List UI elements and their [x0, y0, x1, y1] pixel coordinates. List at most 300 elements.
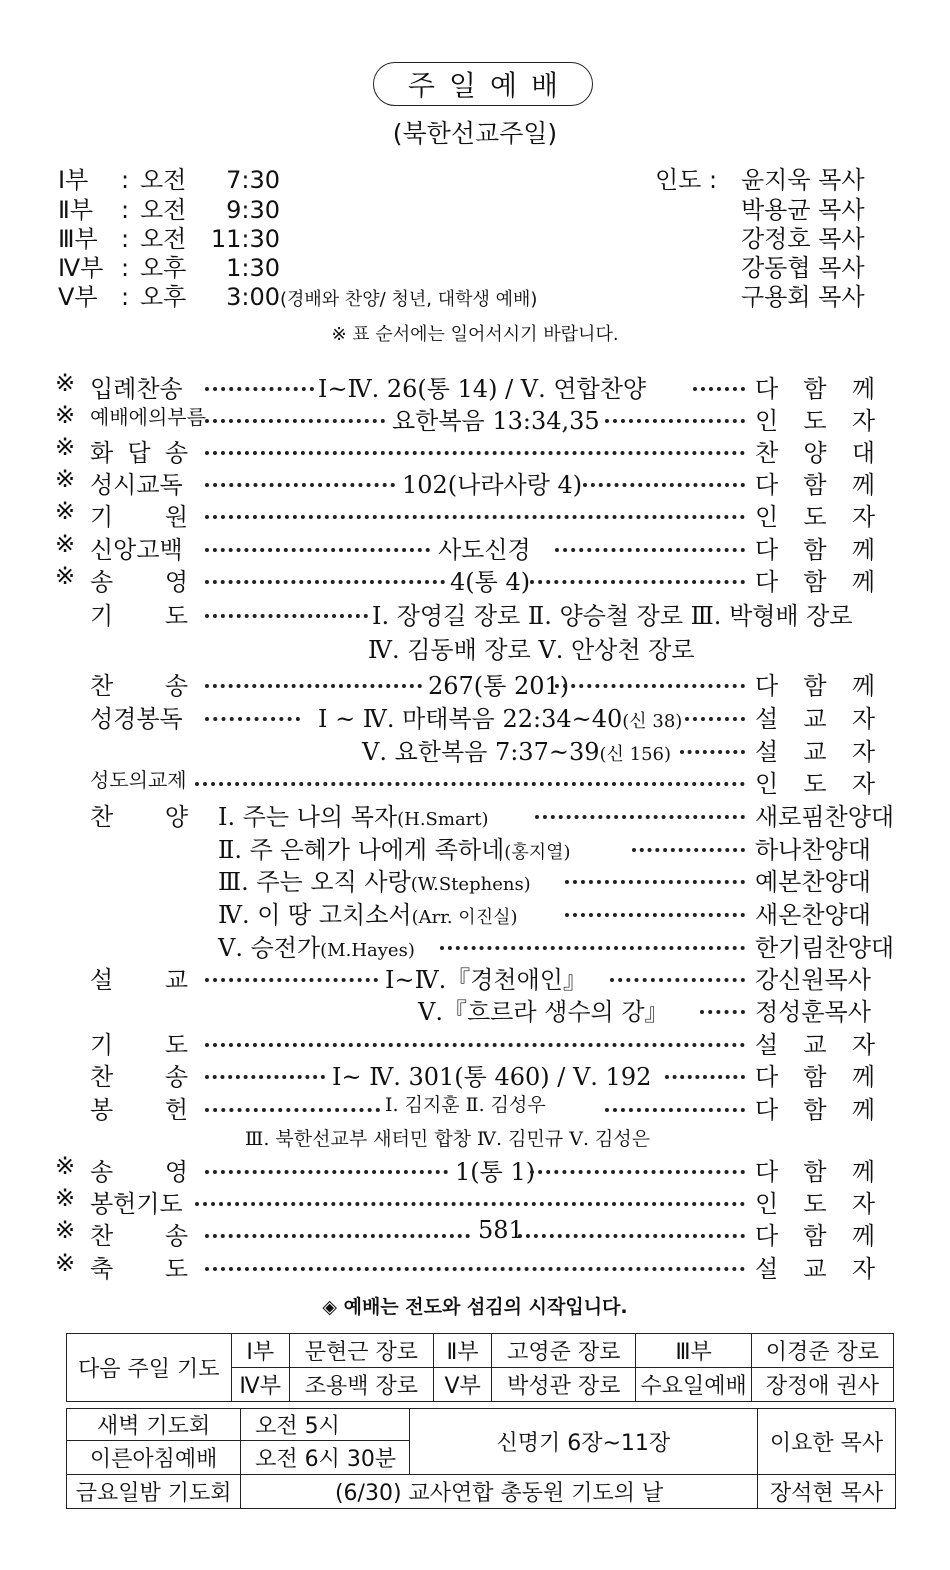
order-responder-char: 께 — [851, 1096, 875, 1124]
required-standing-mark: ※ — [55, 1216, 76, 1244]
praise-composer: (W.Stephens) — [410, 874, 531, 895]
praise-text: Ⅲ. 주는 오직 사랑 — [218, 868, 411, 896]
order-responder-char: 함 — [803, 375, 827, 403]
meeting-leader: 장석현 목사 — [758, 1475, 896, 1509]
leader-dots — [205, 1170, 448, 1174]
order-responder-char: 도 — [803, 1190, 827, 1218]
order-row — [0, 630, 950, 662]
leader-dots — [205, 419, 385, 423]
leader-dots — [565, 913, 745, 917]
order-responder-char: 께 — [851, 672, 875, 700]
order-item-char: 송 — [164, 672, 188, 700]
prayer-name: 이경준 장로 — [751, 1334, 893, 1368]
service-part: Ⅴ부 — [58, 283, 98, 311]
scripture-range: 신명기 6장~11장 — [409, 1409, 758, 1475]
service-time: 1:30 — [226, 254, 280, 282]
order-item-label — [90, 1057, 188, 1092]
order-content — [428, 666, 569, 701]
prayer-part: Ⅴ부 — [433, 1368, 491, 1402]
order-item-char: 송 — [90, 1158, 114, 1186]
leader-dots — [685, 717, 745, 721]
order-content — [438, 530, 531, 565]
leader-dots — [205, 1043, 745, 1047]
order-item-char: 찬 — [90, 1063, 114, 1091]
order-item-label — [90, 797, 188, 832]
order-item-label — [90, 1152, 188, 1187]
order-responder — [755, 401, 875, 436]
order-responder-char: 다 — [755, 536, 779, 564]
order-responder-char: 자 — [851, 1255, 875, 1283]
order-row — [0, 1025, 950, 1057]
early-worship-label: 이른아침예배 — [67, 1441, 241, 1475]
service-part: Ⅰ부 — [58, 166, 89, 194]
required-standing-mark: ※ — [55, 1184, 76, 1212]
order-item-label — [90, 1249, 188, 1284]
praise-choir: 예본찬양대 — [755, 868, 871, 896]
sermon-title: Ⅰ~Ⅳ.『경천애인』 — [385, 966, 587, 994]
order-item-label: 성도의교제 — [90, 768, 187, 792]
order-responder-char: 함 — [803, 1222, 827, 1250]
next-prayer-label: 다음 주일 기도 — [67, 1334, 232, 1402]
order-responder-char: 함 — [803, 672, 827, 700]
leader-dots — [205, 978, 378, 982]
meeting-leader: 이요한 목사 — [758, 1409, 896, 1475]
order-item-char: 영 — [164, 568, 188, 596]
standing-notice: ※ 표 순서에는 일어서시기 바랍니다. — [331, 324, 619, 345]
leader-label: 인도 : — [655, 166, 718, 194]
order-item-char: 도 — [164, 602, 188, 630]
order-responder-char: 다 — [755, 375, 779, 403]
leader-dots — [205, 580, 445, 584]
order-item-char: 헌 — [164, 1096, 188, 1124]
prayer-part: 수요일예배 — [636, 1368, 752, 1402]
order-responder-char: 자 — [851, 705, 875, 733]
leader-dots — [583, 483, 745, 487]
leader-dots — [530, 580, 745, 584]
order-responder-char: 다 — [755, 1222, 779, 1250]
leader-dots — [610, 978, 745, 982]
order-item-char: 기 — [90, 602, 114, 630]
order-row — [0, 797, 950, 829]
order-responder-char: 인 — [755, 770, 779, 798]
leader-dots — [693, 387, 745, 391]
prayer-part: Ⅰ부 — [231, 1334, 289, 1368]
order-row — [0, 1090, 950, 1122]
order-responder-char: 도 — [803, 407, 827, 435]
order-responder-char: 께 — [851, 536, 875, 564]
order-content — [450, 562, 530, 597]
praise-title — [218, 830, 571, 865]
leader-dots — [632, 848, 745, 852]
order-item-char: 송 — [164, 439, 188, 467]
sermon-preacher: 정성훈목사 — [755, 998, 871, 1026]
leader-dots — [205, 1075, 325, 1079]
order-row — [0, 699, 950, 731]
order-responder-char: 설 — [755, 1031, 779, 1059]
order-responder — [755, 1184, 875, 1219]
order-row — [0, 562, 950, 594]
praise-choir: 새로핌찬양대 — [755, 803, 895, 831]
order-row — [0, 596, 950, 628]
praise-title — [218, 862, 531, 897]
order-responder — [755, 562, 875, 597]
order-item-label: 성시교독 — [90, 471, 183, 499]
leader-dots — [555, 684, 745, 688]
order-responder-char: 께 — [851, 471, 875, 499]
order-responder-char: 도 — [803, 770, 827, 798]
service-time: 7:30 — [226, 166, 280, 194]
order-item-label — [90, 666, 188, 701]
leader-name: 강정호 목사 — [741, 225, 865, 253]
order-responder-char: 인 — [755, 1190, 779, 1218]
leader-dots — [700, 1010, 745, 1014]
order-item-label — [90, 596, 188, 631]
order-item-char: 축 — [90, 1255, 114, 1283]
service-part: Ⅳ부 — [58, 254, 104, 282]
service-ampm: 오전 — [140, 225, 187, 253]
leader-dots — [195, 782, 745, 786]
order-content-text: 4(통 4) — [450, 568, 531, 596]
order-item-char: 기 — [90, 1031, 114, 1059]
order-responder-char: 함 — [803, 536, 827, 564]
order-item-label — [90, 562, 188, 597]
service-row: Ⅰ부 : 오전 7:30 — [58, 160, 280, 195]
order-responder — [755, 666, 875, 701]
order-responder-char: 다 — [755, 568, 779, 596]
order-item-char: 봉 — [90, 1096, 114, 1124]
order-content-text: Ⅰ. 장영길 장로 Ⅱ. 양승철 장로 Ⅲ. 박형배 장로 — [372, 602, 853, 630]
leader-dots — [205, 1267, 745, 1271]
order-responder-char: 인 — [755, 407, 779, 435]
leader-dots — [518, 1234, 745, 1238]
service-time: 9:30 — [226, 196, 280, 224]
service-ampm: 오후 — [140, 254, 187, 282]
order-row — [0, 666, 950, 698]
praise-text: Ⅱ. 주 은혜가 나에게 족하네 — [218, 836, 505, 864]
order-row — [0, 401, 950, 433]
service-row: Ⅴ부 : 오후 3:00(경배와 찬양/ 청년, 대학생 예배) — [58, 277, 537, 312]
prayer-name: 박성관 장로 — [492, 1368, 636, 1402]
prayer-name: 문현근 장로 — [289, 1334, 433, 1368]
order-content: Ⅰ~ Ⅳ. 301(통 460) / Ⅴ. 192 — [332, 1063, 652, 1091]
sermon-title: Ⅴ.『흐르라 생수의 강』 — [418, 998, 669, 1026]
order-responder-char: 대 — [851, 439, 875, 467]
order-responder-char: 께 — [851, 375, 875, 403]
order-item-char: 송 — [164, 1063, 188, 1091]
leader-dots — [680, 750, 745, 754]
order-responder — [755, 732, 875, 767]
order-item-char: 도 — [164, 1031, 188, 1059]
order-item-label — [90, 497, 188, 532]
order-content-text: 사도신경 — [438, 536, 531, 564]
order-row — [0, 1184, 950, 1216]
order-responder — [755, 530, 875, 565]
order-responder-char: 자 — [851, 1031, 875, 1059]
order-row — [0, 465, 950, 497]
order-item-label: 봉헌기도 — [90, 1190, 183, 1218]
order-item-char: 찬 — [90, 672, 114, 700]
service-time: 3:00 — [226, 283, 280, 311]
praise-composer: (M.Hayes) — [320, 940, 415, 961]
praise-choir: 하나찬양대 — [755, 836, 871, 864]
dawn-prayer-label: 새벽 기도회 — [67, 1409, 241, 1441]
order-responder-char: 자 — [851, 770, 875, 798]
order-responder-char: 인 — [755, 503, 779, 531]
order-item-char: 기 — [90, 503, 114, 531]
prayer-part: Ⅳ부 — [231, 1368, 289, 1402]
order-responder — [755, 465, 875, 500]
meetings-table — [66, 1408, 896, 1509]
order-content — [318, 699, 682, 734]
order-content-text: Ⅰ~Ⅳ. 26(통 14) / Ⅴ. 연합찬양 — [318, 375, 647, 403]
order-responder — [755, 764, 875, 799]
leader-dots — [205, 548, 430, 552]
leader-dots — [565, 880, 745, 884]
praise-text: Ⅰ. 주는 나의 목자 — [218, 803, 398, 831]
leader-dots — [205, 1108, 380, 1112]
order-row — [0, 1249, 950, 1281]
required-standing-mark: ※ — [55, 1152, 76, 1180]
order-item-label — [90, 960, 188, 995]
required-standing-mark: ※ — [55, 530, 76, 558]
order-content — [318, 369, 646, 404]
friday-prayer-label: 금요일밤 기도회 — [67, 1475, 241, 1509]
leader-dots — [665, 1075, 745, 1079]
prayer-part: Ⅱ부 — [433, 1334, 491, 1368]
order-row — [0, 764, 950, 796]
order-responder-char: 도 — [803, 503, 827, 531]
leader-dots — [205, 387, 314, 391]
order-responder-char: 다 — [755, 1063, 779, 1091]
order-responder-char: 찬 — [755, 439, 779, 467]
order-item-label — [90, 433, 188, 468]
order-row — [0, 1216, 950, 1248]
order-responder-char: 자 — [851, 1190, 875, 1218]
order-content — [392, 401, 600, 436]
leader-dots — [605, 419, 745, 423]
required-standing-mark: ※ — [55, 497, 76, 525]
order-row — [0, 497, 950, 529]
order-responder-char: 자 — [851, 738, 875, 766]
order-content: 581 — [478, 1216, 524, 1244]
order-item-char: 양 — [164, 803, 188, 831]
order-responder-char: 다 — [755, 471, 779, 499]
order-item-char: 도 — [164, 1255, 188, 1283]
order-item-char: 원 — [164, 503, 188, 531]
order-row — [0, 830, 950, 862]
leader-name: 박용균 목사 — [741, 196, 865, 224]
order-content — [362, 732, 671, 767]
order-responder-char: 함 — [803, 471, 827, 499]
prayer-name: 장정애 권사 — [751, 1368, 893, 1402]
leader-dots — [205, 614, 368, 618]
praise-choir: 한기림찬양대 — [755, 934, 895, 962]
service-ampm: 오전 — [140, 196, 187, 224]
order-row — [0, 1122, 950, 1154]
leader-dots — [535, 815, 745, 819]
praise-text: Ⅴ. 승전가 — [218, 934, 321, 962]
order-content-note: (신 38) — [622, 711, 683, 732]
order-content-text: 102(나라사랑 4) — [402, 471, 583, 499]
leader-dots — [205, 483, 395, 487]
leader-dots — [205, 515, 745, 519]
order-responder-char: 설 — [755, 1255, 779, 1283]
order-item-char: 영 — [164, 1158, 188, 1186]
order-row — [0, 960, 950, 992]
order-item-char: 화 — [90, 439, 114, 467]
service-row: Ⅱ부 : 오전 9:30 — [58, 190, 280, 225]
order-item-label: 성경봉독 — [90, 705, 183, 733]
leader-dots — [555, 548, 745, 552]
order-row — [0, 530, 950, 562]
required-standing-mark: ※ — [55, 369, 76, 397]
leader-name: 구용회 목사 — [741, 283, 865, 311]
order-responder — [755, 1057, 875, 1092]
order-row — [0, 1152, 950, 1184]
order-responder-char: 께 — [851, 1222, 875, 1250]
order-item-char: 설 — [90, 966, 114, 994]
order-responder-char: 함 — [803, 1096, 827, 1124]
leader-dots — [440, 946, 745, 950]
order-content-continued: Ⅲ. 북한선교부 새터민 합창 Ⅳ. 김민규 Ⅴ. 김성은 — [245, 1128, 651, 1150]
next-prayer-table — [66, 1333, 894, 1402]
order-responder — [755, 1152, 875, 1187]
service-part: Ⅱ부 — [58, 196, 93, 224]
praise-title — [218, 895, 518, 930]
order-item-char: 송 — [164, 1222, 188, 1250]
order-content: 1(통 1) — [455, 1158, 536, 1186]
service-row: Ⅳ부 : 오후 1:30 — [58, 248, 280, 283]
page-title: 주일예배 — [373, 62, 593, 106]
required-standing-mark: ※ — [55, 1249, 76, 1277]
leader-name: 강동협 목사 — [741, 254, 865, 282]
order-content-continued: Ⅳ. 김동배 장로 Ⅴ. 안상천 장로 — [368, 636, 695, 664]
order-row — [0, 732, 950, 764]
order-item-label: 예배에의부름 — [90, 405, 206, 429]
order-responder — [755, 497, 875, 532]
order-item-label — [90, 1025, 188, 1060]
service-time: 11:30 — [210, 225, 280, 253]
order-responder-char: 설 — [755, 705, 779, 733]
order-item-label: 신앙고백 — [90, 536, 183, 564]
praise-composer: (홍지열) — [504, 842, 571, 863]
required-standing-mark: ※ — [55, 433, 76, 461]
leader-dots — [195, 1202, 745, 1206]
order-item-label — [90, 1216, 188, 1251]
order-row — [0, 928, 950, 960]
praise-title — [218, 797, 489, 832]
praise-choir: 새온찬양대 — [755, 901, 871, 929]
order-responder-char: 교 — [803, 705, 827, 733]
order-item-char: 교 — [164, 966, 188, 994]
leader-dots — [205, 451, 745, 455]
order-responder-char: 다 — [755, 1096, 779, 1124]
service-ampm: 오후 — [140, 283, 187, 311]
leader-dots — [205, 717, 300, 721]
order-responder-char: 교 — [803, 1255, 827, 1283]
order-item-char: 송 — [90, 568, 114, 596]
required-standing-mark: ※ — [55, 401, 76, 429]
early-worship-time: 오전 6시 30분 — [241, 1441, 409, 1475]
praise-text: Ⅳ. 이 땅 고치소서 — [218, 901, 412, 929]
dawn-prayer-time: 오전 5시 — [241, 1409, 409, 1441]
order-responder-char: 설 — [755, 738, 779, 766]
order-item-label: 입례찬송 — [90, 375, 183, 403]
order-content-text: 요한복음 13:34,35 — [392, 407, 600, 435]
sermon-preacher: 강신원목사 — [755, 966, 871, 994]
order-item-char: 답 — [127, 439, 151, 467]
order-responder-char: 함 — [803, 1158, 827, 1186]
order-content-text: Ⅰ ~ Ⅳ. 마태복음 22:34~40 — [318, 705, 623, 733]
order-responder-char: 함 — [803, 568, 827, 596]
order-content-note: (신 156) — [599, 744, 672, 765]
order-responder-char: 께 — [851, 1158, 875, 1186]
order-responder-char: 다 — [755, 672, 779, 700]
order-item-char: 찬 — [90, 1222, 114, 1250]
order-responder-char: 자 — [851, 503, 875, 531]
order-row — [0, 369, 950, 401]
order-item-label — [90, 1090, 188, 1125]
order-row — [0, 992, 950, 1024]
praise-composer: (Arr. 이진실) — [411, 907, 518, 928]
service-ampm: 오전 — [140, 166, 187, 194]
friday-prayer-text: (6/30) 교사연합 총동원 기도의 날 — [241, 1475, 758, 1509]
praise-title — [218, 928, 415, 963]
required-standing-mark: ※ — [55, 562, 76, 590]
page-subtitle: (북한선교주일) — [392, 119, 558, 148]
order-responder — [755, 1025, 875, 1060]
order-content — [372, 596, 853, 631]
order-item-char: 찬 — [90, 803, 114, 831]
order-row — [0, 895, 950, 927]
order-row — [0, 1057, 950, 1089]
praise-composer: (H.Smart) — [397, 809, 489, 830]
leader-name: 윤지욱 목사 — [741, 166, 865, 194]
order-row — [0, 433, 950, 465]
service-part: Ⅲ부 — [58, 225, 98, 253]
order-responder-char: 께 — [851, 568, 875, 596]
order-responder-char: 교 — [803, 1031, 827, 1059]
order-responder — [755, 1090, 875, 1125]
prayer-part: Ⅲ부 — [636, 1334, 752, 1368]
service-note: (경배와 찬양/ 청년, 대학생 예배) — [280, 289, 538, 310]
order-content-text: 267(통 201) — [428, 672, 570, 700]
order-responder — [755, 699, 875, 734]
order-responder — [755, 1249, 875, 1284]
order-content-text: Ⅴ. 요한복음 7:37~39 — [362, 738, 600, 766]
order-content: Ⅰ. 김지훈 Ⅱ. 김성우 — [385, 1094, 546, 1116]
order-responder-char: 함 — [803, 1063, 827, 1091]
service-row: Ⅲ부 : 오전 11:30 — [58, 219, 280, 254]
order-responder — [755, 1216, 875, 1251]
order-content — [402, 465, 582, 500]
prayer-name: 조용백 장로 — [289, 1368, 433, 1402]
order-responder-char: 양 — [803, 439, 827, 467]
order-responder — [755, 433, 875, 468]
leader-dots — [205, 1234, 470, 1238]
order-responder-char: 교 — [803, 738, 827, 766]
order-responder-char: 다 — [755, 1158, 779, 1186]
leader-dots — [530, 1170, 745, 1174]
prayer-name: 고영준 장로 — [492, 1334, 636, 1368]
closing-statement: ◈ 예배는 전도와 섬김의 시작입니다. — [322, 1296, 628, 1318]
order-responder-char: 자 — [851, 407, 875, 435]
leader-dots — [605, 1108, 745, 1112]
order-row — [0, 862, 950, 894]
required-standing-mark: ※ — [55, 465, 76, 493]
leader-dots — [205, 684, 422, 688]
order-responder — [755, 369, 875, 404]
